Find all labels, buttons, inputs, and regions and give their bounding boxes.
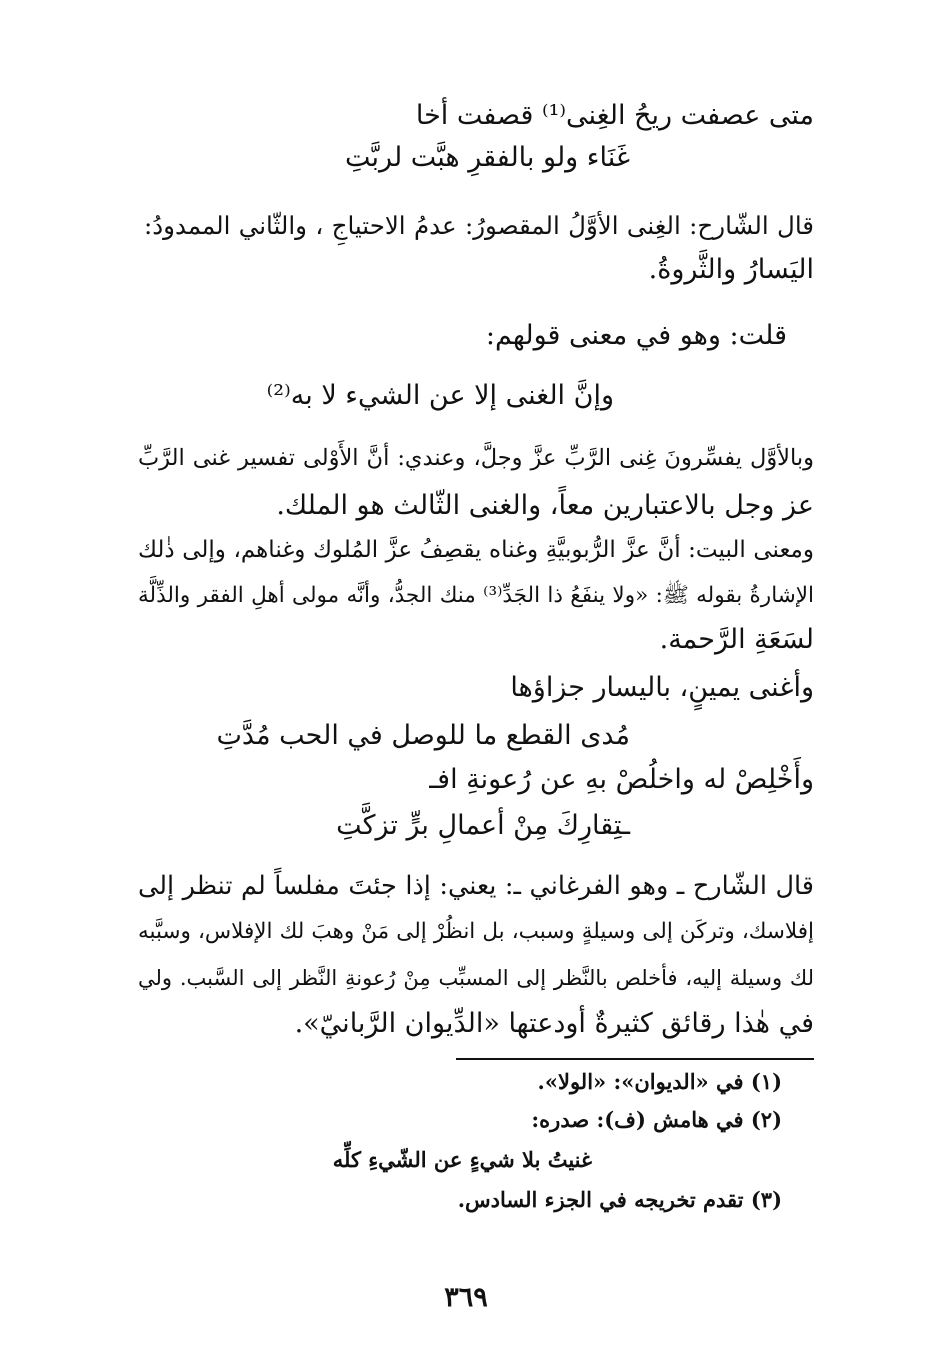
para3-line1: وبالأوَّل يفسِّرونَ غِنى الرَّبِّ عزَّ وجلَّ، وعندي: أنَّ الأَوْلى تفسير غنى الرَّبِّ xyxy=(138,445,814,471)
para1-line2: اليَسارُ والثَّروةُ. xyxy=(648,254,814,285)
para5-line4: في هٰذا رقائق كثيرةٌ أودعتها «الدِّيوان الرَّبانيّ». xyxy=(294,1008,814,1039)
verse3-second-hemistich: ـتِقارِكَ مِنْ أعمالِ برٍّ تزكَّتِ xyxy=(336,810,630,841)
quoted-hemistich: وإنَّ الغنى إلا عن الشيء لا به⁽²⁾ xyxy=(266,380,614,411)
verse1-first-hemistich: متى عصفت ريحُ الغِنى⁽¹⁾ قصفت أخا xyxy=(415,100,814,131)
para5-line2: إفلاسك، وتركَن إلى وسيلةٍ وسبب، بل انظُرْ إلى مَنْ وهبَ لك الإفلاس، وسبَّبه xyxy=(138,919,814,944)
verse3-first-hemistich: وأَخْلِصْ له واخلُصْ بهِ عن رُعونةِ افـ xyxy=(429,764,814,795)
verse2-second-hemistich: مُدى القطع ما للوصل في الحب مُدَّتِ xyxy=(216,720,630,751)
para4-line3: لسَعَةِ الرَّحمة. xyxy=(659,624,814,655)
footnote-2: (٢) في هامش (ف): صدره: xyxy=(531,1107,782,1132)
footnote-3: (٣) تقدم تخريجه في الجزء السادس. xyxy=(457,1187,782,1212)
para3-line2: عز وجل بالاعتبارين معاً، والغنى الثّالث هو الملك. xyxy=(276,490,814,521)
para5-line1: قال الشّارح ـ وهو الفرغاني ـ: يعني: إذا جئتَ مفلساً لم تنظر إلى xyxy=(138,871,814,901)
footnote-2-verse: غنيتُ بلا شيءٍ عن الشّيءِ كلِّه xyxy=(332,1147,592,1172)
footnote-1: (١) في «الديوان»: «الولا». xyxy=(537,1069,782,1094)
para4-line1: ومعنى البيت: أنَّ عزَّ الرُّبوبيَّةِ وغناه يقصِفُ عزَّ المُلوك وغناهم، وإلى ذٰلك xyxy=(138,537,814,563)
para4-line2: الإشارةُ بقوله ﷺ: «ولا ينفَعُ ذا الجَدِّ⁽³⁾ منك الجدُّ، وأنَّه مولى أهلِ الفقر والذِّلَّة xyxy=(138,583,814,608)
verse1-second-hemistich: غَنَاء ولو بالفقرِ هبَّت لربَّتِ xyxy=(345,142,630,173)
page-number: ٣٦٩ xyxy=(444,1282,488,1313)
footnote-separator xyxy=(456,1058,814,1060)
para1-line1: قال الشّارح: الغِنى الأوَّلُ المقصورُ: عدمُ الاحتياجِ ، والثّاني الممدودُ: xyxy=(144,211,814,240)
verse2-first-hemistich: وأغنى يمينٍ، باليسار جزاؤها xyxy=(510,672,814,703)
para2: قلت: وهو في معنى قولهم: xyxy=(485,320,787,351)
para5-line3: لك وسيلة إليه، فأخلص بالنَّظر إلى المسبِّب مِنْ رُعونةِ النَّظر إلى السَّبب. ولي xyxy=(138,966,814,990)
